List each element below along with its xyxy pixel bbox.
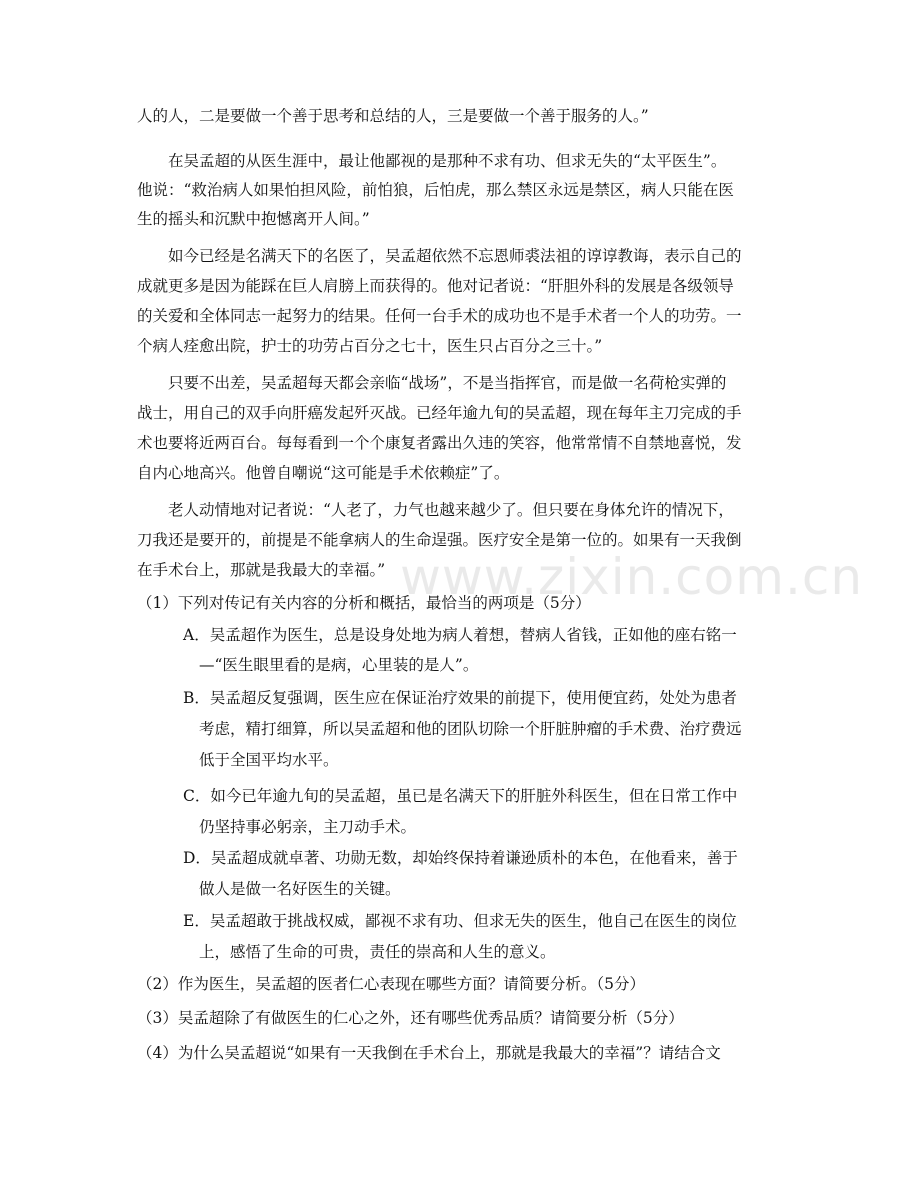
passage-line: 如今已经是名满天下的名医了，吴孟超依然不忘恩师裘法祖的谆谆教诲，表示自己的 — [168, 247, 742, 265]
option-b-continued: 考虑，精打细算，所以吴孟超和他的团队切除一个肝脏肿瘤的手术费、治疗费远 — [199, 720, 742, 738]
question-2: （2）作为医生，吴孟超的医者仁心表现在哪些方面？请简要分析。（5分） — [137, 975, 645, 993]
passage-line: 个病人痊愈出院，护士的功劳占百分之七十，医生只占百分之三十。” — [137, 337, 603, 355]
question-1-stem: （1）下列对传记有关内容的分析和概括，最恰当的两项是（5分） — [137, 594, 591, 612]
passage-line: 成就更多是因为能踩在巨人肩膀上而获得的。他对记者说：“肝胆外科的发展是各级领导 — [137, 277, 734, 295]
passage-line: 他说：“救治病人如果怕担风险，前怕狼，后怕虎，那么禁区永远是禁区，病人只能在医 — [137, 181, 734, 199]
watermark: www.zixin.com.cn — [400, 548, 864, 606]
passage-line: 人的人，二是要做一个善于思考和总结的人，三是要做一个善于服务的人。” — [137, 107, 649, 125]
option-e: E．吴孟超敢于挑战权威，鄙视不求有功、但求无失的医生，他自己在医生的岗位 — [183, 912, 737, 930]
passage-line: 生的摇头和沉默中抱憾离开人间。” — [137, 210, 370, 228]
passage-line: 战士，用自己的双手向肝癌发起歼灭战。已经年逾九旬的吴孟超，现在每年主刀完成的手 — [137, 404, 742, 422]
option-b: B．吴孟超反复强调，医生应在保证治疗效果的前提下，使用便宜药，处处为患者 — [183, 689, 737, 707]
question-3: （3）吴孟超除了有做医生的仁心之外，还有哪些优秀品质？请简要分析（5分） — [137, 1009, 684, 1027]
option-d-continued: 做人是做一名好医生的关键。 — [199, 880, 401, 898]
passage-line: 在吴孟超的从医生涯中，最让他鄙视的是那种不求有功、但求无失的“太平医生”。 — [168, 152, 727, 170]
question-4: （4）为什么吴孟超说“如果有一天我倒在手术台上，那就是我最大的幸福”？请结合文 — [137, 1044, 721, 1062]
option-a-continued: —“医生眼里看的是病，心里装的是人”。 — [199, 656, 479, 674]
passage-line: 刀我还是要开的，前提是不能拿病人的生命逞强。医疗安全是第一位的。如果有一天我倒 — [137, 531, 742, 549]
passage-line: 自内心地高兴。他曾自嘲说“这可能是手术依赖症”了。 — [137, 464, 510, 482]
option-d: D．吴孟超成就卓著、功勋无数，却始终保持着谦逊质朴的本色，在他看来，善于 — [183, 849, 738, 867]
option-e-continued: 上，感悟了生命的可贵，责任的崇高和人生的意义。 — [199, 943, 556, 961]
passage-line: 老人动情地对记者说：“人老了，力气也越来越少了。但只要在身体允许的情况下， — [168, 501, 734, 519]
passage-line: 的关爱和全体同志一起努力的结果。任何一台手术的成功也不是手术者一个人的功劳。一 — [137, 307, 742, 325]
passage-line: 只要不出差，吴孟超每天都会亲临“战场”，不是当指挥官，而是做一名荷枪实弹的 — [168, 374, 727, 392]
option-c: C．如今已年逾九旬的吴孟超，虽已是名满天下的肝脏外科医生，但在日常工作中 — [183, 787, 738, 805]
option-c-continued: 仍坚持事必躬亲，主刀动手术。 — [199, 818, 417, 836]
passage-line: 术也要将近两百台。每每看到一个个康复者露出久违的笑容，他常常情不自禁地喜悦，发 — [137, 434, 742, 452]
passage-line: 在手术台上，那就是我最大的幸福。” — [137, 561, 386, 579]
option-b-continued: 低于全国平均水平。 — [199, 751, 339, 769]
option-a: A．吴孟超作为医生，总是设身处地为病人着想，替病人省钱，正如他的座右铭一 — [183, 626, 737, 644]
